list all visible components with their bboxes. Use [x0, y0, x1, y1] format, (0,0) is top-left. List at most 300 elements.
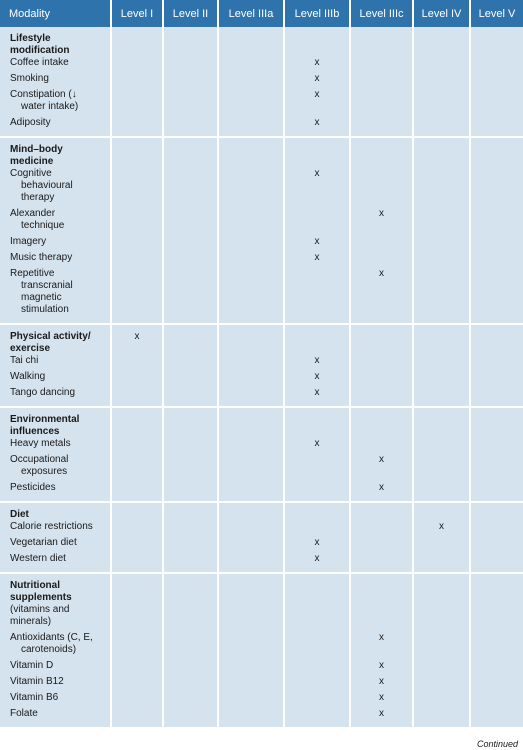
level-mark-cell — [285, 482, 351, 503]
table-row — [0, 454, 523, 482]
level-mark-cell — [112, 408, 164, 438]
level-mark-cell — [219, 89, 285, 117]
label-line: Vitamin B6 — [10, 692, 59, 703]
modality-label — [0, 553, 112, 574]
level-mark-cell: x — [285, 387, 351, 408]
label-line: medicine — [10, 156, 54, 167]
level-mark-cell: x — [414, 521, 471, 537]
level-mark-cell — [219, 27, 285, 57]
level-mark-cell — [351, 604, 414, 632]
column-header-level-i: Level I — [112, 0, 164, 27]
level-mark-cell — [351, 138, 414, 168]
level-mark-cell — [164, 268, 219, 325]
level-mark-cell — [219, 208, 285, 236]
level-mark-cell — [471, 604, 523, 632]
level-mark-cell — [164, 138, 219, 168]
level-mark-cell — [351, 73, 414, 89]
level-mark-cell — [471, 268, 523, 325]
level-mark-cell — [164, 708, 219, 729]
modality-label — [0, 708, 112, 729]
label-line: Cognitive — [10, 168, 52, 179]
level-mark-cell — [164, 27, 219, 57]
level-mark-cell — [471, 482, 523, 503]
level-mark-cell — [414, 208, 471, 236]
column-header-level-iiia: Level IIIa — [219, 0, 285, 27]
level-mark-cell: x — [351, 676, 414, 692]
level-mark-cell — [471, 692, 523, 708]
level-mark-cell: x — [351, 454, 414, 482]
table-row — [0, 660, 523, 676]
table-header-row — [0, 0, 523, 27]
table-row — [0, 708, 523, 729]
level-mark-cell — [164, 208, 219, 236]
level-mark-cell — [219, 692, 285, 708]
label-line: Alexander — [10, 208, 56, 219]
level-mark-cell — [471, 236, 523, 252]
level-mark-cell — [414, 574, 471, 604]
table-row — [0, 438, 523, 454]
level-mark-cell — [112, 268, 164, 325]
level-mark-cell — [219, 117, 285, 138]
label-line: technique — [21, 220, 65, 231]
level-mark-cell — [351, 503, 414, 521]
label-line: Walking — [10, 371, 46, 382]
level-mark-cell — [219, 236, 285, 252]
level-mark-cell — [351, 89, 414, 117]
level-mark-cell — [414, 355, 471, 371]
level-mark-cell — [112, 117, 164, 138]
level-mark-cell — [219, 325, 285, 355]
level-mark-cell: x — [285, 57, 351, 73]
level-mark-cell: x — [351, 268, 414, 325]
label-line: Lifestyle — [10, 33, 51, 44]
modality-label — [0, 89, 112, 117]
level-mark-cell — [164, 604, 219, 632]
label-line: Smoking — [10, 73, 49, 84]
level-mark-cell — [285, 208, 351, 236]
label-line: modification — [10, 45, 70, 56]
modality-label — [0, 73, 112, 89]
modality-label — [0, 660, 112, 676]
level-mark-cell — [112, 537, 164, 553]
modality-label — [0, 371, 112, 387]
level-mark-cell — [471, 73, 523, 89]
level-mark-cell — [471, 208, 523, 236]
level-mark-cell — [219, 57, 285, 73]
level-mark-cell — [471, 325, 523, 355]
level-mark-cell — [351, 371, 414, 387]
level-mark-cell — [164, 73, 219, 89]
level-mark-cell — [112, 438, 164, 454]
level-mark-cell — [219, 521, 285, 537]
modality-label — [0, 454, 112, 482]
level-mark-cell — [164, 537, 219, 553]
modality-label — [0, 521, 112, 537]
modality-label — [0, 604, 112, 632]
label-line: Tango dancing — [10, 387, 76, 398]
table-row — [0, 676, 523, 692]
level-mark-cell — [285, 503, 351, 521]
level-mark-cell: x — [351, 660, 414, 676]
level-mark-cell — [414, 537, 471, 553]
modality-label — [0, 57, 112, 73]
label-line: Western diet — [10, 553, 66, 564]
level-mark-cell: x — [285, 438, 351, 454]
level-mark-cell: x — [285, 168, 351, 208]
level-mark-cell — [164, 89, 219, 117]
table-row — [0, 355, 523, 371]
level-mark-cell — [414, 89, 471, 117]
column-header-level-iiib: Level IIIb — [285, 0, 351, 27]
label-line: behavioural — [21, 180, 73, 191]
level-mark-cell — [285, 708, 351, 729]
table-body — [0, 27, 523, 729]
label-line: Mind–body — [10, 144, 63, 155]
label-line: magnetic — [21, 292, 62, 303]
modality-label — [0, 355, 112, 371]
level-mark-cell — [471, 138, 523, 168]
level-mark-cell — [285, 604, 351, 632]
modality-label — [0, 482, 112, 503]
level-mark-cell — [414, 660, 471, 676]
level-mark-cell — [351, 408, 414, 438]
continued-note: Continued — [476, 739, 518, 749]
level-mark-cell — [219, 168, 285, 208]
level-mark-cell — [112, 89, 164, 117]
level-mark-cell — [219, 268, 285, 325]
level-mark-cell — [112, 632, 164, 660]
level-mark-cell — [164, 117, 219, 138]
level-mark-cell: x — [351, 708, 414, 729]
label-line: Diet — [10, 509, 29, 520]
level-mark-cell — [164, 553, 219, 574]
level-mark-cell — [164, 408, 219, 438]
level-mark-cell — [414, 692, 471, 708]
level-mark-cell — [414, 503, 471, 521]
level-mark-cell — [471, 537, 523, 553]
level-mark-cell: x — [351, 208, 414, 236]
table-row — [0, 604, 523, 632]
level-mark-cell — [164, 676, 219, 692]
level-mark-cell — [414, 387, 471, 408]
level-mark-cell — [164, 252, 219, 268]
level-mark-cell — [112, 660, 164, 676]
level-mark-cell: x — [351, 692, 414, 708]
modality-label — [0, 252, 112, 268]
level-mark-cell — [351, 27, 414, 57]
label-line: exercise — [10, 343, 51, 354]
group-title — [0, 408, 112, 438]
level-mark-cell — [414, 117, 471, 138]
level-mark-cell: x — [351, 632, 414, 660]
table-row — [0, 168, 523, 208]
level-mark-cell — [112, 73, 164, 89]
label-line: Vitamin D — [10, 660, 54, 671]
level-mark-cell — [112, 553, 164, 574]
group-title — [0, 138, 112, 168]
level-mark-cell — [351, 355, 414, 371]
modality-label — [0, 676, 112, 692]
level-mark-cell — [112, 454, 164, 482]
label-line: Vitamin B12 — [10, 676, 64, 687]
label-line: Antioxidants (C, E, — [10, 632, 93, 643]
table-row — [0, 553, 523, 574]
level-mark-cell — [164, 521, 219, 537]
level-mark-cell: x — [351, 482, 414, 503]
level-mark-cell — [285, 660, 351, 676]
level-mark-cell — [164, 632, 219, 660]
column-header-level-iv: Level IV — [414, 0, 471, 27]
level-mark-cell — [285, 521, 351, 537]
level-mark-cell — [471, 676, 523, 692]
level-mark-cell — [219, 408, 285, 438]
level-mark-cell — [351, 236, 414, 252]
level-mark-cell — [112, 236, 164, 252]
level-mark-cell — [414, 408, 471, 438]
level-mark-cell — [219, 73, 285, 89]
level-mark-cell — [471, 387, 523, 408]
label-line: Tai chi — [10, 355, 39, 366]
label-line: Folate — [10, 708, 38, 719]
modality-label — [0, 632, 112, 660]
level-mark-cell — [112, 27, 164, 57]
group-title — [0, 503, 112, 521]
level-mark-cell — [219, 355, 285, 371]
label-line: stimulation — [21, 304, 69, 315]
level-mark-cell — [112, 252, 164, 268]
level-mark-cell — [471, 574, 523, 604]
column-header-modality: Modality — [0, 0, 112, 27]
level-mark-cell — [414, 438, 471, 454]
table-row — [0, 268, 523, 325]
level-mark-cell — [351, 168, 414, 208]
level-mark-cell — [351, 438, 414, 454]
level-mark-cell: x — [285, 89, 351, 117]
level-mark-cell — [414, 371, 471, 387]
level-mark-cell — [112, 676, 164, 692]
level-mark-cell — [471, 117, 523, 138]
level-mark-cell — [164, 503, 219, 521]
level-mark-cell — [285, 574, 351, 604]
level-mark-cell — [219, 553, 285, 574]
table-row — [0, 632, 523, 660]
modality-label — [0, 236, 112, 252]
level-mark-cell — [112, 371, 164, 387]
level-mark-cell — [414, 168, 471, 208]
level-mark-cell — [219, 632, 285, 660]
column-header-level-v: Level V — [471, 0, 523, 27]
label-line: influences — [10, 426, 60, 437]
label-line: Physical activity/ — [10, 331, 91, 342]
level-mark-cell — [285, 27, 351, 57]
label-line: carotenoids) — [21, 644, 77, 655]
level-mark-cell — [219, 438, 285, 454]
level-mark-cell — [112, 604, 164, 632]
label-line: (vitamins and — [10, 604, 70, 615]
group-header-row — [0, 408, 523, 438]
level-mark-cell — [164, 325, 219, 355]
label-line: transcranial — [21, 280, 73, 291]
level-mark-cell — [164, 438, 219, 454]
level-mark-cell — [414, 236, 471, 252]
table-row — [0, 252, 523, 268]
level-mark-cell — [164, 387, 219, 408]
level-mark-cell — [219, 482, 285, 503]
level-mark-cell: x — [285, 117, 351, 138]
level-mark-cell — [219, 252, 285, 268]
label-line: Occupational — [10, 454, 69, 465]
label-line: Music therapy — [10, 252, 73, 263]
group-header-row — [0, 325, 523, 355]
level-mark-cell — [471, 632, 523, 660]
level-mark-cell — [285, 138, 351, 168]
modality-label — [0, 208, 112, 236]
level-mark-cell — [285, 632, 351, 660]
level-mark-cell — [351, 252, 414, 268]
level-mark-cell — [414, 73, 471, 89]
level-mark-cell — [112, 482, 164, 503]
level-mark-cell — [112, 574, 164, 604]
table-row — [0, 57, 523, 73]
level-mark-cell — [219, 604, 285, 632]
level-mark-cell — [219, 574, 285, 604]
level-mark-cell — [219, 371, 285, 387]
level-mark-cell — [219, 138, 285, 168]
level-mark-cell — [351, 325, 414, 355]
group-header-row — [0, 138, 523, 168]
level-mark-cell — [351, 57, 414, 73]
label-line: Adiposity — [10, 117, 51, 128]
level-mark-cell — [471, 355, 523, 371]
level-mark-cell — [414, 553, 471, 574]
table-row — [0, 537, 523, 553]
level-mark-cell: x — [285, 73, 351, 89]
level-mark-cell — [414, 252, 471, 268]
level-mark-cell — [219, 660, 285, 676]
level-mark-cell — [219, 708, 285, 729]
table-row — [0, 387, 523, 408]
level-mark-cell — [164, 57, 219, 73]
level-mark-cell — [112, 138, 164, 168]
table-row — [0, 521, 523, 537]
label-line: therapy — [21, 192, 55, 203]
level-mark-cell — [219, 676, 285, 692]
level-mark-cell — [112, 503, 164, 521]
level-mark-cell — [351, 574, 414, 604]
table-row — [0, 236, 523, 252]
level-mark-cell — [112, 355, 164, 371]
level-mark-cell — [164, 660, 219, 676]
level-mark-cell — [351, 537, 414, 553]
level-mark-cell — [471, 89, 523, 117]
level-mark-cell — [112, 208, 164, 236]
group-header-row — [0, 503, 523, 521]
label-line: Repetitive — [10, 268, 55, 279]
level-mark-cell — [112, 168, 164, 208]
level-mark-cell — [414, 632, 471, 660]
level-mark-cell — [414, 27, 471, 57]
level-mark-cell — [471, 521, 523, 537]
level-mark-cell — [164, 371, 219, 387]
level-mark-cell — [471, 252, 523, 268]
level-mark-cell — [414, 676, 471, 692]
modality-label — [0, 117, 112, 138]
label-line: exposures — [21, 466, 68, 477]
level-mark-cell: x — [285, 371, 351, 387]
level-mark-cell — [219, 387, 285, 408]
label-line: Imagery — [10, 236, 47, 247]
level-mark-cell — [112, 692, 164, 708]
group-title — [0, 27, 112, 57]
table-row — [0, 117, 523, 138]
column-header-level-iiic: Level IIIc — [351, 0, 414, 27]
level-mark-cell — [414, 268, 471, 325]
level-mark-cell — [471, 27, 523, 57]
level-mark-cell — [112, 521, 164, 537]
level-mark-cell — [471, 660, 523, 676]
modality-label — [0, 537, 112, 553]
level-mark-cell — [414, 708, 471, 729]
level-mark-cell — [219, 454, 285, 482]
level-mark-cell — [164, 168, 219, 208]
level-mark-cell — [285, 325, 351, 355]
level-mark-cell — [164, 454, 219, 482]
modality-label — [0, 268, 112, 325]
level-mark-cell — [414, 57, 471, 73]
level-mark-cell — [164, 574, 219, 604]
label-line: Constipation (↓ — [10, 89, 77, 100]
modality-label — [0, 387, 112, 408]
level-mark-cell — [164, 236, 219, 252]
level-mark-cell — [414, 325, 471, 355]
level-mark-cell — [164, 482, 219, 503]
level-mark-cell — [351, 117, 414, 138]
level-mark-cell — [351, 553, 414, 574]
level-mark-cell: x — [285, 537, 351, 553]
level-mark-cell — [471, 371, 523, 387]
column-header-level-ii: Level II — [164, 0, 219, 27]
level-mark-cell — [112, 57, 164, 73]
level-mark-cell — [285, 408, 351, 438]
group-title — [0, 325, 112, 355]
level-mark-cell — [351, 521, 414, 537]
label-line: water intake) — [21, 101, 79, 112]
table-row — [0, 482, 523, 503]
level-mark-cell — [219, 503, 285, 521]
table-row — [0, 208, 523, 236]
level-mark-cell — [471, 408, 523, 438]
table-row — [0, 73, 523, 89]
label-line: Calorie restrictions — [10, 521, 93, 532]
table-row — [0, 371, 523, 387]
level-mark-cell — [285, 692, 351, 708]
level-mark-cell — [414, 138, 471, 168]
level-mark-cell: x — [112, 325, 164, 355]
modality-label — [0, 168, 112, 208]
group-header-row — [0, 574, 523, 604]
label-line: Environmental — [10, 414, 80, 425]
level-mark-cell: x — [285, 236, 351, 252]
level-mark-cell — [219, 537, 285, 553]
level-mark-cell: x — [285, 355, 351, 371]
label-line: minerals) — [10, 616, 52, 627]
level-mark-cell — [285, 268, 351, 325]
modality-label — [0, 692, 112, 708]
level-mark-cell — [471, 553, 523, 574]
level-mark-cell — [164, 692, 219, 708]
label-line: Vegetarian diet — [10, 537, 77, 548]
level-mark-cell — [471, 708, 523, 729]
